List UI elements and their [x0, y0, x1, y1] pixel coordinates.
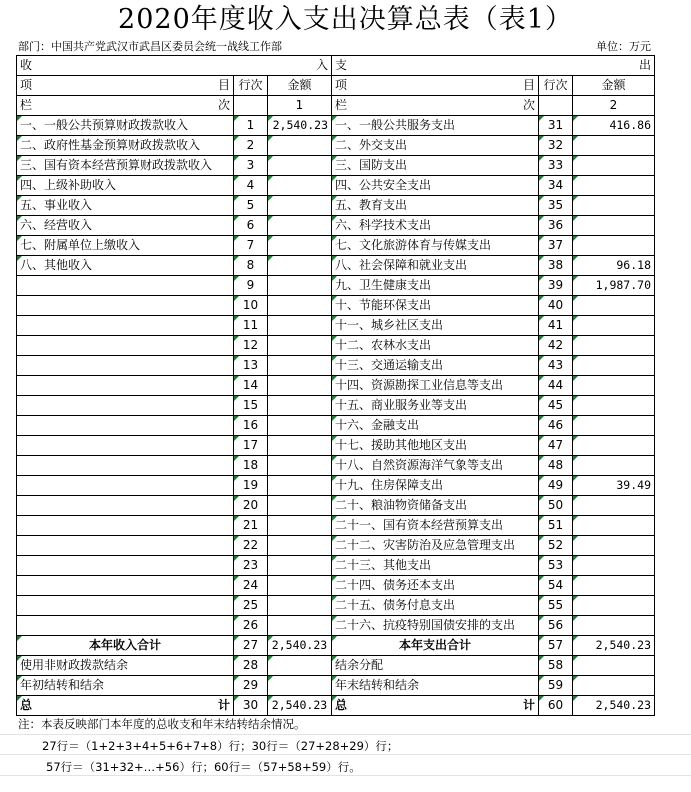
income-amount: [268, 356, 332, 376]
income-row-no: 10: [234, 296, 268, 316]
income-item-name: 三、国有资本经营预算财政拨款收入: [17, 156, 234, 176]
sheet-gridline: [0, 754, 691, 755]
income-row-no: 26: [234, 616, 268, 636]
income-item-name: [17, 416, 234, 436]
income-section-header: 收 入: [17, 56, 332, 76]
expense-item-name: 四、公共安全支出: [332, 176, 539, 196]
income-row-no: 15: [234, 396, 268, 416]
table-row: [17, 476, 655, 496]
budget-table: [16, 55, 655, 716]
row-no-header: 行次: [539, 76, 573, 96]
income-row-no: 25: [234, 596, 268, 616]
expense-grand-total-amount: 2,540.23: [573, 696, 655, 716]
column-index-row: [17, 96, 655, 116]
expense-item-name: 十三、交通运输支出: [332, 356, 539, 376]
table-row: [17, 536, 655, 556]
income-total-name: 本年收入合计: [17, 636, 234, 656]
expense-row-no: 50: [539, 496, 573, 516]
income-item-name: [17, 316, 234, 336]
total-row: [17, 656, 655, 676]
column-index-label: 栏 次: [17, 96, 234, 116]
expense-item-name: 二、外交支出: [332, 136, 539, 156]
income-row-no: 28: [234, 656, 268, 676]
income-amount: [268, 316, 332, 336]
income-row-no: 18: [234, 456, 268, 476]
income-row-no: 14: [234, 376, 268, 396]
table-row: [17, 276, 655, 296]
table-row: [17, 516, 655, 536]
income-row-no: 23: [234, 556, 268, 576]
expense-row-no: 42: [539, 336, 573, 356]
income-item-name: [17, 516, 234, 536]
expense-item-name: 二十六、抗疫特别国债安排的支出: [332, 616, 539, 636]
expense-item-name: 十六、金融支出: [332, 416, 539, 436]
income-item-name: [17, 436, 234, 456]
table-row: [17, 496, 655, 516]
expense-row-no: 41: [539, 316, 573, 336]
expense-amount: [573, 536, 655, 556]
income-amount: [268, 296, 332, 316]
table-row: [17, 316, 655, 336]
expense-item-name: 十五、商业服务业等支出: [332, 396, 539, 416]
income-amount: [268, 156, 332, 176]
column-header-row: [17, 76, 655, 96]
income-amount: [268, 556, 332, 576]
expense-row-no: 35: [539, 196, 573, 216]
note-line-1: 注：本表反映部门本年度的总收支和年末结转结余情况。: [18, 717, 306, 731]
table-row: [17, 136, 655, 156]
expense-row-no: 43: [539, 356, 573, 376]
expense-total-amount: [573, 676, 655, 696]
expense-amount: [573, 376, 655, 396]
expense-item-name: 六、科学技术支出: [332, 216, 539, 236]
sheet-gridline: [0, 734, 691, 735]
row-no-header: 行次: [234, 76, 268, 96]
expense-row-no: 55: [539, 596, 573, 616]
income-item-name: [17, 596, 234, 616]
income-item-name: [17, 616, 234, 636]
expense-row-no: 56: [539, 616, 573, 636]
expense-amount: [573, 436, 655, 456]
income-grand-total-label: 总 计: [17, 696, 234, 716]
expense-amount: [573, 336, 655, 356]
note-line-3: 57行＝（31+32+…+56）行；60行＝（57+58+59）行。: [46, 760, 361, 774]
expense-amount: [573, 516, 655, 536]
income-amount: [268, 176, 332, 196]
income-row-no: 1: [234, 116, 268, 136]
expense-amount: [573, 576, 655, 596]
expense-total-name: 结余分配: [332, 656, 539, 676]
income-amount: [268, 376, 332, 396]
income-item-name: 二、政府性基金预算财政拨款收入: [17, 136, 234, 156]
income-item-name: [17, 476, 234, 496]
table-row: [17, 356, 655, 376]
income-row-no: 13: [234, 356, 268, 376]
income-amount: [268, 416, 332, 436]
income-row-no: 12: [234, 336, 268, 356]
expense-row-no: 44: [539, 376, 573, 396]
expense-row-no: 53: [539, 556, 573, 576]
department-label: 部门：中国共产党武汉市武昌区委员会统一战线工作部: [18, 40, 282, 53]
table-row: [17, 216, 655, 236]
income-item-name: 四、上级补助收入: [17, 176, 234, 196]
expense-item-name: 七、文化旅游体育与传媒支出: [332, 236, 539, 256]
income-item-name: 五、事业收入: [17, 196, 234, 216]
income-item-name: 八、其他收入: [17, 256, 234, 276]
income-amount: [268, 236, 332, 256]
income-amount: [268, 576, 332, 596]
expense-row-no: 60: [539, 696, 573, 716]
expense-row-no: 47: [539, 436, 573, 456]
income-item-name: 一、一般公共预算财政拨款收入: [17, 116, 234, 136]
expense-amount: [573, 456, 655, 476]
income-item-name: 六、经营收入: [17, 216, 234, 236]
item-header: 项 目: [17, 76, 234, 96]
income-row-no: 24: [234, 576, 268, 596]
income-row-no: 11: [234, 316, 268, 336]
income-row-no: 16: [234, 416, 268, 436]
expense-total-name: 年末结转和结余: [332, 676, 539, 696]
income-row-no: 9: [234, 276, 268, 296]
income-row-no: 6: [234, 216, 268, 236]
income-item-name: [17, 536, 234, 556]
expense-amount: [573, 616, 655, 636]
expense-row-no: 57: [539, 636, 573, 656]
expense-item-name: 二十三、其他支出: [332, 556, 539, 576]
expense-amount: 1,987.70: [573, 276, 655, 296]
income-item-name: [17, 396, 234, 416]
expense-row-no: 33: [539, 156, 573, 176]
expense-amount: [573, 316, 655, 336]
section-header-row: [17, 56, 655, 76]
expense-amount: 416.86: [573, 116, 655, 136]
table-row: [17, 296, 655, 316]
table-row: [17, 236, 655, 256]
amount-header: 金额: [268, 76, 332, 96]
expense-item-name: 十四、资源勘探工业信息等支出: [332, 376, 539, 396]
income-item-name: [17, 456, 234, 476]
table-row: [17, 616, 655, 636]
income-amount: [268, 616, 332, 636]
income-amount: [268, 496, 332, 516]
item-header: 项 目: [332, 76, 539, 96]
income-total-name: 使用非财政拨款结余: [17, 656, 234, 676]
income-row-no: 27: [234, 636, 268, 656]
table-row: [17, 336, 655, 356]
income-row-no: 8: [234, 256, 268, 276]
expense-amount: [573, 556, 655, 576]
income-item-name: [17, 356, 234, 376]
expense-item-name: 十二、农林水支出: [332, 336, 539, 356]
expense-row-no: 46: [539, 416, 573, 436]
expense-amount: [573, 496, 655, 516]
expense-row-no: 34: [539, 176, 573, 196]
expense-item-name: 九、卫生健康支出: [332, 276, 539, 296]
expense-amount: [573, 216, 655, 236]
expense-row-no: 31: [539, 116, 573, 136]
expense-section-header: 支 出: [332, 56, 655, 76]
income-amount: [268, 456, 332, 476]
expense-row-no: 45: [539, 396, 573, 416]
income-total-amount: [268, 676, 332, 696]
expense-amount: [573, 396, 655, 416]
income-amount: [268, 436, 332, 456]
expense-row-no: 39: [539, 276, 573, 296]
income-grand-total-amount: 2,540.23: [268, 696, 332, 716]
expense-item-name: 十八、自然资源海洋气象等支出: [332, 456, 539, 476]
expense-item-name: 二十一、国有资本经营预算支出: [332, 516, 539, 536]
expense-row-no: 51: [539, 516, 573, 536]
income-amount: [268, 196, 332, 216]
table-row: [17, 456, 655, 476]
expense-item-name: 八、社会保障和就业支出: [332, 256, 539, 276]
expense-item-name: 二十、粮油物资储备支出: [332, 496, 539, 516]
expense-item-name: 二十二、灾害防治及应急管理支出: [332, 536, 539, 556]
table-row: [17, 436, 655, 456]
income-row-no: 21: [234, 516, 268, 536]
income-item-name: [17, 556, 234, 576]
expense-row-no: 59: [539, 676, 573, 696]
expense-row-no: 37: [539, 236, 573, 256]
total-row: [17, 676, 655, 696]
table-row: [17, 416, 655, 436]
income-row-no: 22: [234, 536, 268, 556]
table-row: [17, 376, 655, 396]
income-item-name: [17, 496, 234, 516]
income-row-no: 7: [234, 236, 268, 256]
expense-row-no: 48: [539, 456, 573, 476]
expense-row-no: 49: [539, 476, 573, 496]
expense-amount: [573, 296, 655, 316]
income-row-no: 3: [234, 156, 268, 176]
column-index-1: 1: [268, 96, 332, 116]
income-amount: [268, 396, 332, 416]
expense-amount: [573, 156, 655, 176]
income-item-name: [17, 336, 234, 356]
income-item-name: [17, 296, 234, 316]
expense-row-no: 38: [539, 256, 573, 276]
expense-amount: [573, 196, 655, 216]
income-item-name: [17, 576, 234, 596]
table-row: [17, 176, 655, 196]
income-amount: [268, 256, 332, 276]
income-item-name: 七、附属单位上缴收入: [17, 236, 234, 256]
expense-amount: 96.18: [573, 256, 655, 276]
income-amount: 2,540.23: [268, 116, 332, 136]
unit-label: 单位：万元: [596, 40, 651, 53]
income-amount: [268, 336, 332, 356]
income-total-name: 年初结转和结余: [17, 676, 234, 696]
income-amount: [268, 516, 332, 536]
column-index-label: 栏 次: [332, 96, 539, 116]
amount-header: 金额: [573, 76, 655, 96]
expense-row-no: 54: [539, 576, 573, 596]
expense-amount: [573, 176, 655, 196]
expense-item-name: 十九、住房保障支出: [332, 476, 539, 496]
expense-row-no: 32: [539, 136, 573, 156]
expense-item-name: 一、一般公共服务支出: [332, 116, 539, 136]
expense-amount: [573, 236, 655, 256]
income-row-no: 2: [234, 136, 268, 156]
table-row: [17, 256, 655, 276]
income-total-amount: 2,540.23: [268, 636, 332, 656]
expense-item-name: 十、节能环保支出: [332, 296, 539, 316]
table-row: [17, 596, 655, 616]
expense-row-no: 52: [539, 536, 573, 556]
table-row: [17, 196, 655, 216]
table-row: [17, 116, 655, 136]
income-total-amount: [268, 656, 332, 676]
expense-item-name: 二十五、债务付息支出: [332, 596, 539, 616]
income-row-no: 20: [234, 496, 268, 516]
income-amount: [268, 136, 332, 156]
sheet-gridline: [0, 775, 691, 776]
income-row-no: 29: [234, 676, 268, 696]
expense-item-name: 二十四、债务还本支出: [332, 576, 539, 596]
expense-amount: [573, 136, 655, 156]
income-amount: [268, 476, 332, 496]
table-row: [17, 556, 655, 576]
income-item-name: [17, 276, 234, 296]
expense-item-name: 十一、城乡社区支出: [332, 316, 539, 336]
income-row-no: 30: [234, 696, 268, 716]
income-item-name: [17, 376, 234, 396]
income-row-no: 19: [234, 476, 268, 496]
table-row: [17, 396, 655, 416]
expense-grand-total-label: 总 计: [332, 696, 539, 716]
page-title: 2020年度收入支出决算总表（表1）: [118, 4, 573, 35]
expense-item-name: 五、教育支出: [332, 196, 539, 216]
expense-amount: [573, 416, 655, 436]
total-row: [17, 636, 655, 656]
table-row: [17, 576, 655, 596]
expense-item-name: 十七、援助其他地区支出: [332, 436, 539, 456]
column-index-2: 2: [573, 96, 655, 116]
income-row-no: 17: [234, 436, 268, 456]
expense-total-name: 本年支出合计: [332, 636, 539, 656]
income-amount: [268, 276, 332, 296]
income-amount: [268, 596, 332, 616]
grand-total-row: [17, 696, 655, 716]
expense-amount: [573, 596, 655, 616]
income-amount: [268, 536, 332, 556]
note-line-2: 27行＝（1+2+3+4+5+6+7+8）行；30行＝（27+28+29）行；: [42, 739, 399, 753]
expense-row-no: 58: [539, 656, 573, 676]
expense-amount: [573, 356, 655, 376]
expense-item-name: 三、国防支出: [332, 156, 539, 176]
expense-amount: 39.49: [573, 476, 655, 496]
income-row-no: 4: [234, 176, 268, 196]
income-amount: [268, 216, 332, 236]
income-row-no: 5: [234, 196, 268, 216]
expense-row-no: 40: [539, 296, 573, 316]
expense-total-amount: 2,540.23: [573, 636, 655, 656]
expense-row-no: 36: [539, 216, 573, 236]
expense-total-amount: [573, 656, 655, 676]
table-row: [17, 156, 655, 176]
